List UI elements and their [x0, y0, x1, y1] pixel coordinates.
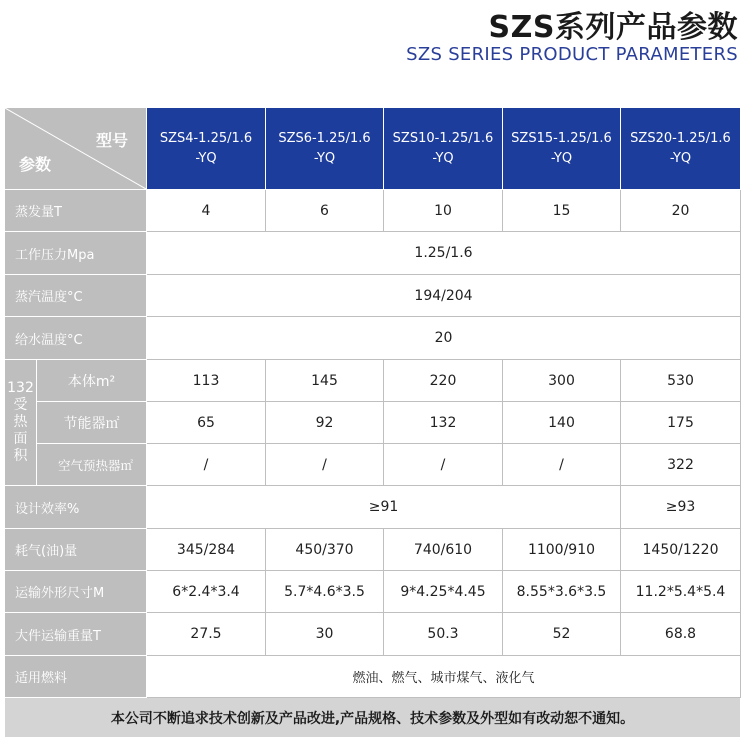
heating-area-group-label: 132 受 热 面 积 — [5, 360, 37, 486]
row-label: 运输外形尺寸M — [5, 571, 147, 613]
cell-value: 30 — [266, 613, 384, 656]
table-row — [5, 275, 741, 317]
cell-value: 194/204 — [147, 275, 741, 317]
cell-value: 8.55*3.6*3.5 — [503, 571, 621, 613]
cell-value: / — [384, 444, 503, 486]
cell-value: 11.2*5.4*5.4 — [621, 571, 741, 613]
cell-value: 145 — [266, 360, 384, 402]
row-label: 节能器㎡ — [37, 402, 147, 444]
model-header: SZS20-1.25/1.6 -YQ — [621, 108, 741, 190]
cell-value: 220 — [384, 360, 503, 402]
model-header: SZS6-1.25/1.6 -YQ — [266, 108, 384, 190]
cell-value: 52 — [503, 613, 621, 656]
row-label: 工作压力Mpa — [5, 232, 147, 275]
header-row — [5, 108, 741, 190]
cell-value: 530 — [621, 360, 741, 402]
cell-value: / — [503, 444, 621, 486]
cell-value: 27.5 — [147, 613, 266, 656]
row-label: 设计效率% — [5, 486, 147, 529]
row-label: 空气预热器㎡ — [37, 444, 147, 486]
table-row — [5, 529, 741, 571]
table-row — [5, 656, 741, 698]
footnote-row — [5, 698, 741, 738]
table-row — [5, 317, 741, 360]
cell-value: 132 — [384, 402, 503, 444]
cell-value: 燃油、燃气、城市煤气、液化气 — [147, 656, 741, 698]
cell-value: 6*2.4*3.4 — [147, 571, 266, 613]
cell-value: ≥93 — [621, 486, 741, 529]
cell-value: 50.3 — [384, 613, 503, 656]
table-row — [5, 613, 741, 656]
cell-value: 68.8 — [621, 613, 741, 656]
table-row — [5, 571, 741, 613]
model-header: SZS4-1.25/1.6 -YQ — [147, 108, 266, 190]
cell-value: 9*4.25*4.45 — [384, 571, 503, 613]
row-label: 蒸发量T — [5, 190, 147, 232]
footnote: 本公司不断追求技术创新及产品改进,产品规格、技术参数及外型如有改动恕不通知。 — [5, 698, 741, 738]
row-label: 耗气(油)量 — [5, 529, 147, 571]
cell-value: 175 — [621, 402, 741, 444]
row-label: 大件运输重量T — [5, 613, 147, 656]
cell-value: 4 — [147, 190, 266, 232]
table-row — [5, 232, 741, 275]
cell-value: 1450/1220 — [621, 529, 741, 571]
corner-param-label: 参数 — [19, 155, 52, 174]
cell-value: 1.25/1.6 — [147, 232, 741, 275]
page-title: SZS系列产品参数 — [488, 10, 738, 45]
table-row — [5, 360, 741, 402]
table-row — [5, 402, 741, 444]
cell-value: 740/610 — [384, 529, 503, 571]
table-corner — [5, 108, 147, 190]
cell-value: / — [147, 444, 266, 486]
cell-value: 6 — [266, 190, 384, 232]
corner-model-label: 型号 — [95, 131, 128, 150]
page-subtitle: SZS SERIES PRODUCT PARAMETERS — [406, 44, 738, 65]
cell-value: 1100/910 — [503, 529, 621, 571]
row-label: 适用燃料 — [5, 656, 147, 698]
model-header: SZS15-1.25/1.6 -YQ — [503, 108, 621, 190]
cell-value: 15 — [503, 190, 621, 232]
cell-value: 113 — [147, 360, 266, 402]
cell-value: ≥91 — [147, 486, 621, 529]
table-row — [5, 190, 741, 232]
cell-value: 20 — [621, 190, 741, 232]
cell-value: 20 — [147, 317, 741, 360]
model-header: SZS10-1.25/1.6 -YQ — [384, 108, 503, 190]
cell-value: 300 — [503, 360, 621, 402]
cell-value: / — [266, 444, 384, 486]
cell-value: 5.7*4.6*3.5 — [266, 571, 384, 613]
cell-value: 322 — [621, 444, 741, 486]
table-row — [5, 486, 741, 529]
cell-value: 10 — [384, 190, 503, 232]
cell-value: 92 — [266, 402, 384, 444]
row-label: 蒸汽温度°C — [5, 275, 147, 317]
cell-value: 345/284 — [147, 529, 266, 571]
row-label: 给水温度°C — [5, 317, 147, 360]
row-label: 本体m² — [37, 360, 147, 402]
spec-table — [4, 107, 741, 738]
cell-value: 450/370 — [266, 529, 384, 571]
cell-value: 140 — [503, 402, 621, 444]
cell-value: 65 — [147, 402, 266, 444]
table-row — [5, 444, 741, 486]
